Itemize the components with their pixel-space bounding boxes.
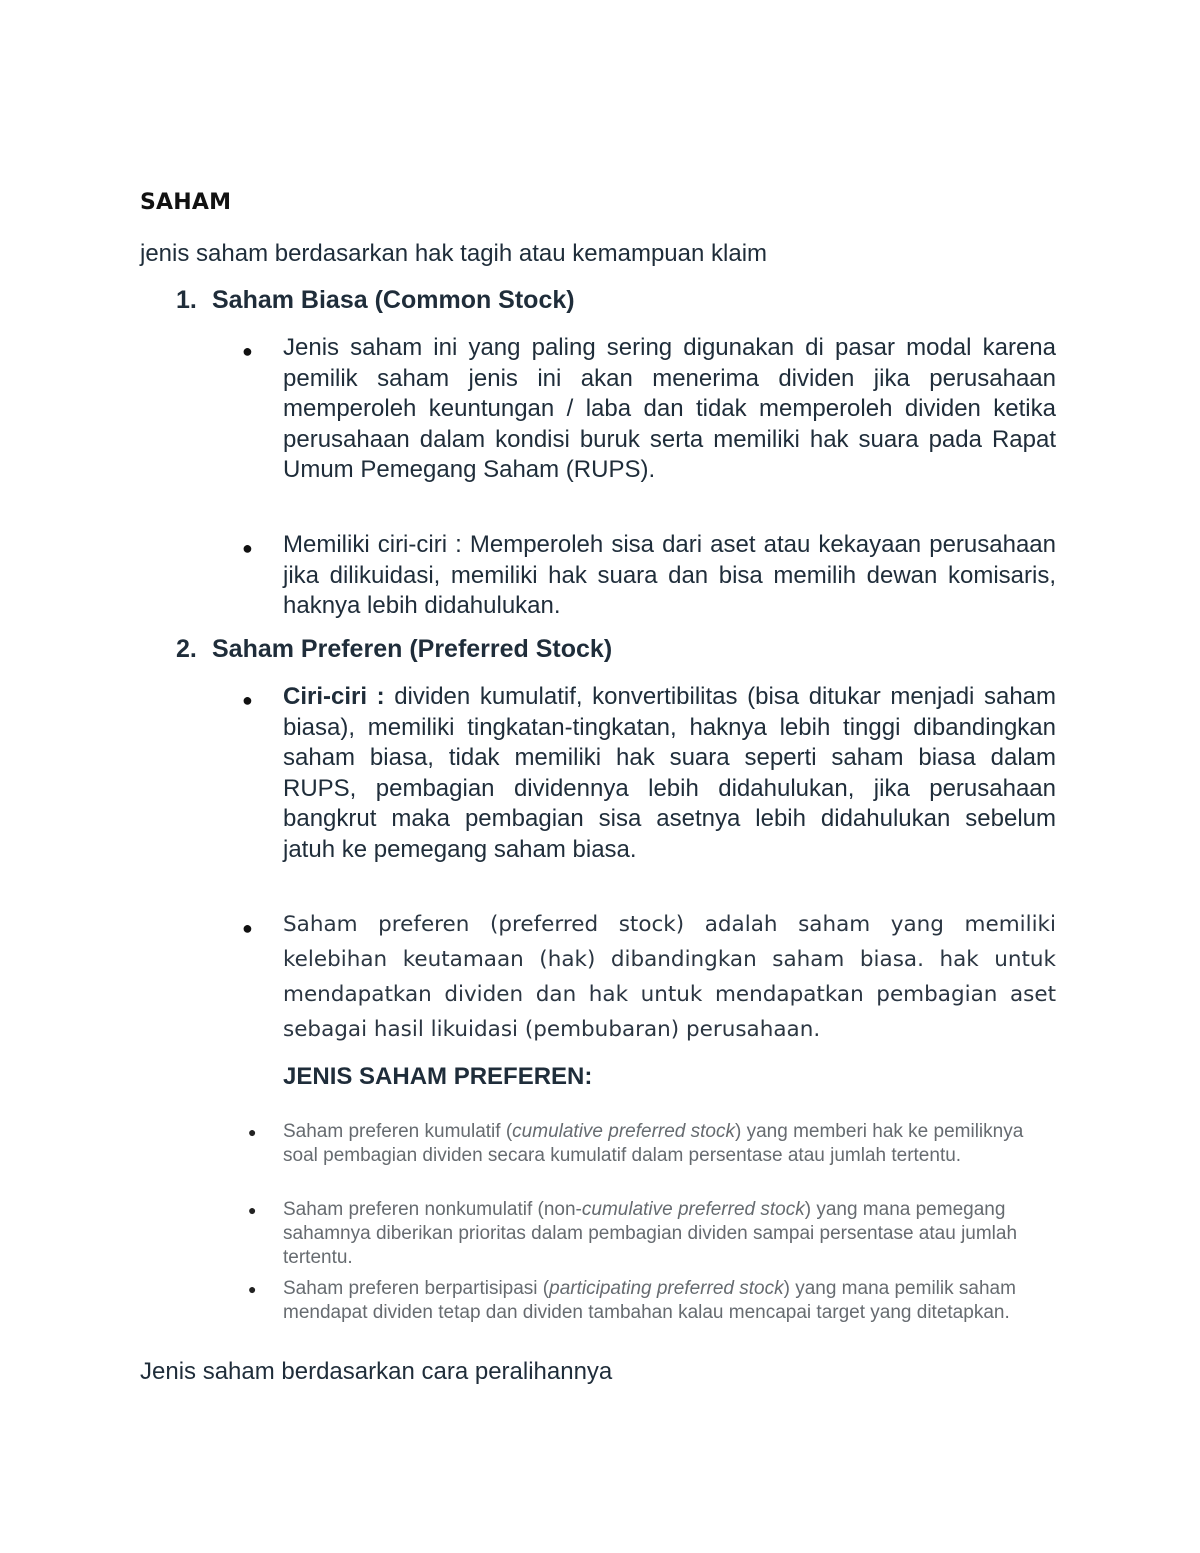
section-bullet-text: Jenis saham ini yang paling sering digunakan di pasar modal karena pemilik saham jenis ini akan menerima dividen jika perusahaan memperoleh keuntungan / laba dan tidak memperoleh dividen ketika perusahaan dalam kondisi buruk serta memiliki hak suara pada Rapat Umum Pemegang Saham (RUPS).: [283, 334, 1056, 483]
intro-text: jenis saham berdasarkan hak tagih atau kemampuan klaim: [140, 240, 768, 267]
section-bullet-text: [283, 682, 1056, 865]
bullet-icon: ●: [242, 538, 253, 558]
list-item-text: Saham preferen nonkumulatif (non-cumulative preferred stock) yang mana pemegang sahamnya diberikan prioritas dalam pembagian dividen sampai persentase atau jumlah tertentu.: [283, 1199, 1018, 1268]
next-section-heading: Jenis saham berdasarkan cara peralihannya: [140, 1358, 613, 1385]
list-item-text: Saham preferen berpartisipasi (participating preferred stock) yang mana pemilik saham mendapat dividen tetap dan dividen tambahan kalau mencapai target yang ditetapkan.: [283, 1278, 1016, 1323]
bullet-icon: ●: [242, 341, 253, 361]
bullet-body: dividen kumulatif, konvertibilitas (bisa ditukar menjadi saham biasa), memiliki tingkatan-tingkatan, haknya lebih tinggi dibandingkan saham biasa, tidak memiliki hak suara seperti saham biasa dalam RUPS, pembagian dividennya lebih didahulukan, jika perusahaan bangkrut maka pembagian sisa asetnya lebih didahulukan sebelum jatuh ke pemegang saham biasa.: [283, 683, 1056, 863]
bullet-icon: ●: [242, 690, 253, 710]
document-title: SAHAM: [140, 190, 232, 215]
section-number: 2.: [176, 635, 197, 663]
bullet-icon: ●: [242, 918, 253, 938]
bullet-bold-label: Ciri-ciri :: [283, 683, 385, 710]
section-heading: Saham Preferen (Preferred Stock): [212, 635, 613, 663]
section-bullet-text: Saham preferen (preferred stock) adalah saham yang memiliki kelebihan keutamaan (hak) dibandingkan saham biasa. hak untuk mendapatkan dividen dan hak untuk mendapatkan pembagian aset sebagai hasil likuidasi (pembubaran) perusahaan.: [283, 912, 1056, 1042]
bullet-icon: ●: [248, 1202, 257, 1218]
section-number: 1.: [176, 286, 197, 314]
bullet-icon: ●: [248, 1281, 257, 1297]
list-item-text: Saham preferen kumulatif (cumulative preferred stock) yang memberi hak ke pemiliknya soal pembagian dividen secara kumulatif dalam persentase atau jumlah tertentu.: [283, 1121, 1024, 1166]
preferred-types-heading: JENIS SAHAM PREFEREN:: [283, 1063, 593, 1090]
section-bullet-text: Memiliki ciri-ciri : Memperoleh sisa dari aset atau kekayaan perusahaan jika dilikuidasi, memiliki hak suara dan bisa memilih dewan komisaris, haknya lebih didahulukan.: [283, 531, 1056, 619]
bullet-icon: ●: [248, 1124, 257, 1140]
section-heading: Saham Biasa (Common Stock): [212, 286, 575, 314]
